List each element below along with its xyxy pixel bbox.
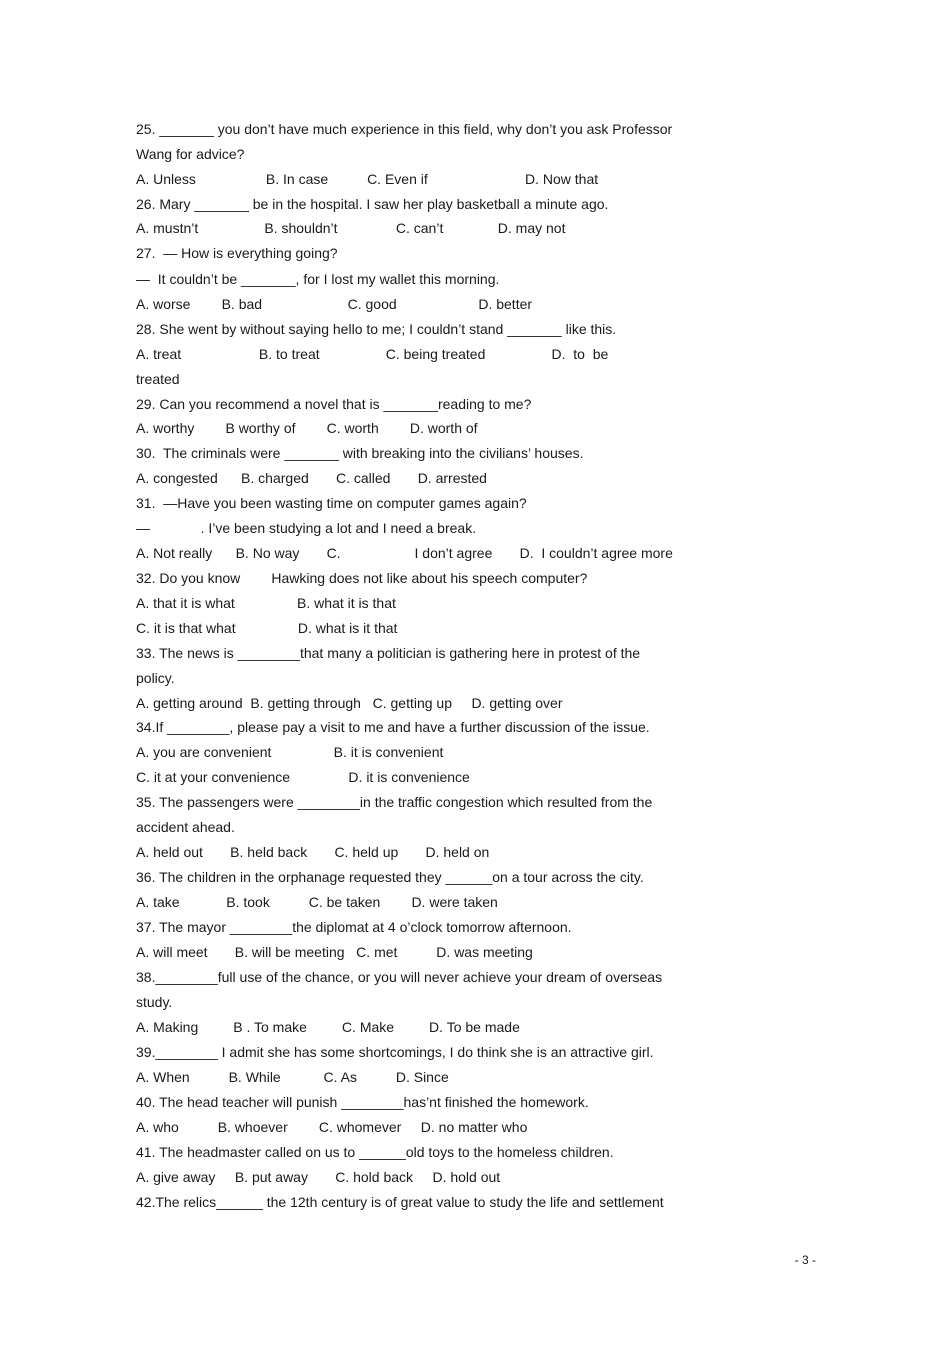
text-line: Wang for advice? (136, 146, 245, 162)
text-line: A. held out B. held back C. held up D. held on (136, 844, 490, 860)
text-line: accident ahead. (136, 819, 235, 835)
text-line: A. Making B . To make C. Make D. To be made (136, 1019, 520, 1035)
text-line: 36. The children in the orphanage requested they ______on a tour across the city. (136, 869, 644, 885)
text-line: 35. The passengers were ________in the traffic congestion which resulted from the (136, 794, 653, 810)
text-line: 34.If ________, please pay a visit to me and have a further discussion of the issue. (136, 719, 650, 735)
text-line: 28. She went by without saying hello to me; I couldn’t stand _______ like this. (136, 321, 617, 337)
text-line: 31. —Have you been wasting time on computer games again? (136, 495, 527, 511)
text-line: A. take B. took C. be taken D. were taken (136, 894, 498, 910)
text-line: 30. The criminals were _______ with breaking into the civilians’ houses. (136, 445, 584, 461)
text-line: A. getting around B. getting through C. getting up D. getting over (136, 695, 563, 711)
page-number: - 3 - (794, 1253, 816, 1267)
text-line: 37. The mayor ________the diplomat at 4 o’clock tomorrow afternoon. (136, 919, 572, 935)
text-line: 25. _______ you don’t have much experience in this field, why don’t you ask Professor (136, 121, 673, 137)
text-line: A. mustn’t B. shouldn’t C. can’t D. may not (136, 220, 566, 236)
text-line: study. (136, 994, 173, 1010)
text-line: treated (136, 371, 180, 387)
text-line: A. treat B. to treat C. being treated D. to be (136, 346, 609, 362)
text-line: A. Not really B. No way C. I don’t agree D. I couldn’t agree more (136, 545, 673, 561)
text-line: A. you are convenient B. it is convenient (136, 744, 444, 760)
text-line: 27. — How is everything going? (136, 245, 338, 261)
text-line: 40. The head teacher will punish ________has’nt finished the homework. (136, 1094, 589, 1110)
text-line: — It couldn’t be _______, for I lost my wallet this morning. (136, 271, 500, 287)
text-line: 26. Mary _______ be in the hospital. I saw her play basketball a minute ago. (136, 196, 609, 212)
text-line: A. congested B. charged C. called D. arrested (136, 470, 487, 486)
text-line: 33. The news is ________that many a politician is gathering here in protest of the (136, 645, 641, 661)
text-line: 42.The relics______ the 12th century is of great value to study the life and settlement (136, 1194, 664, 1210)
text-line: — . I’ve been studying a lot and I need a break. (136, 520, 477, 536)
text-line: 32. Do you know Hawking does not like about his speech computer? (136, 570, 588, 586)
text-line: A. who B. whoever C. whomever D. no matter who (136, 1119, 528, 1135)
text-line: A. Unless B. In case C. Even if D. Now that (136, 171, 599, 187)
text-line: A. that it is what B. what it is that (136, 595, 396, 611)
text-line: 38.________full use of the chance, or you will never achieve your dream of overseas (136, 969, 663, 985)
text-line: C. it at your convenience D. it is convenience (136, 769, 470, 785)
text-line: policy. (136, 670, 175, 686)
text-line: 41. The headmaster called on us to ______old toys to the homeless children. (136, 1144, 614, 1160)
text-line: 39.________ I admit she has some shortcomings, I do think she is an attractive girl. (136, 1044, 654, 1060)
text-line: A. will meet B. will be meeting C. met D. was meeting (136, 944, 533, 960)
text-line: 29. Can you recommend a novel that is _______reading to me? (136, 396, 532, 412)
text-line: C. it is that what D. what is it that (136, 620, 398, 636)
text-line: A. When B. While C. As D. Since (136, 1069, 449, 1085)
text-line: A. worse B. bad C. good D. better (136, 296, 533, 312)
text-line: A. worthy B worthy of C. worth D. worth of (136, 420, 478, 436)
text-line: A. give away B. put away C. hold back D. hold out (136, 1169, 501, 1185)
